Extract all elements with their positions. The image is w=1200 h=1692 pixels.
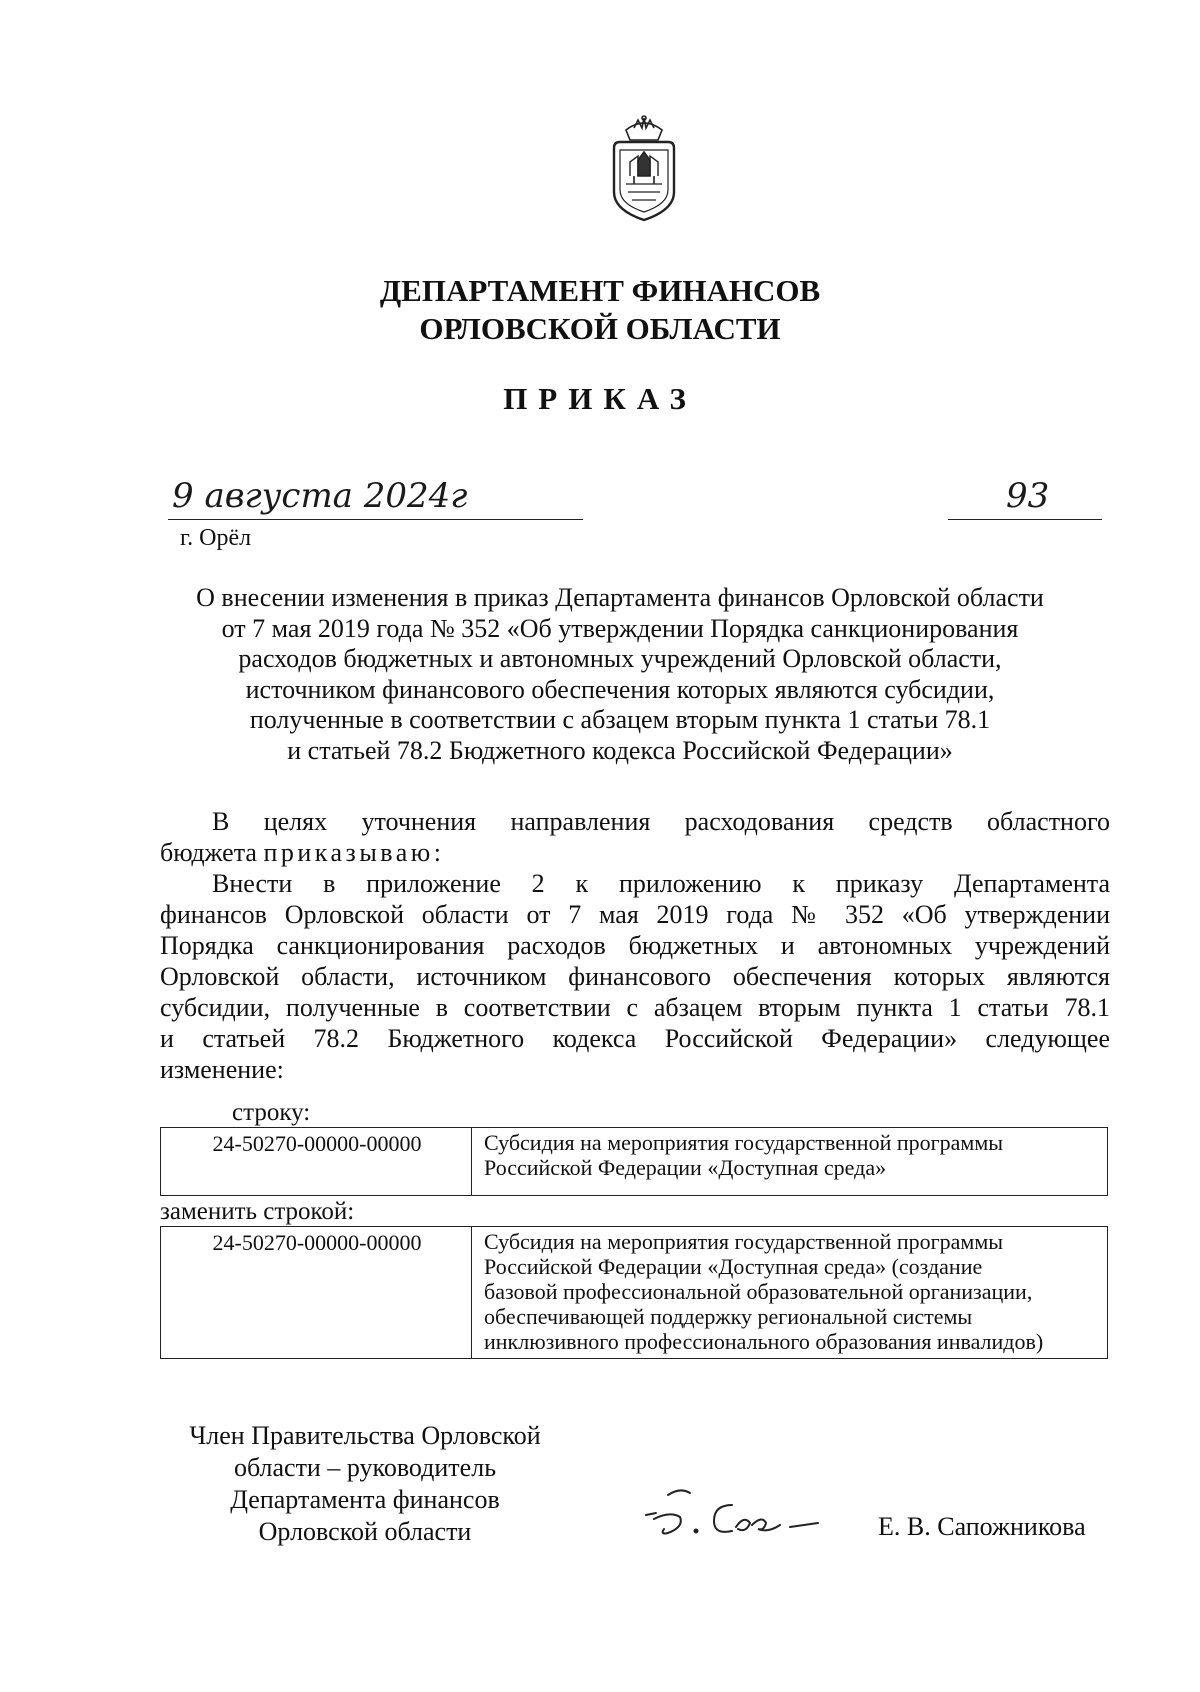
new-row-table [160,1226,1108,1359]
paragraph-line: Внести в приложение 2 к приложению к приказу Департамента [212,869,1110,898]
paragraph-line: субсидии, полученные в соответствии с абзацем вторым пункта 1 статьи 78.1 [160,993,1110,1022]
budget-code-cell: 24-50270-00000-00000 [161,1128,472,1196]
signer-name: Е. В. Сапожникова [878,1512,1086,1541]
title-line: О внесении изменения в приказ Департамента финансов Орловской области [196,583,1044,612]
department-name-line1: ДЕПАРТАМЕНТ ФИНАНСОВ [379,273,821,308]
title-line: расходов бюджетных и автономных учреждений Орловской области, [238,644,1002,673]
paragraph-line: изменение: [160,1055,284,1084]
description-line: Субсидия на мероприятия государственной программы [484,1130,1004,1155]
date-underline [168,519,583,520]
title-line: и статьей 78.2 Бюджетного кодекса Российской Федерации» [287,735,953,765]
description-line: Российской Федерации «Доступная среда» [484,1155,887,1180]
position-line: Орловской области [258,1517,472,1546]
paragraph-text: бюджета [160,838,264,867]
description-line: Субсидия на мероприятия государственной программы [484,1229,1004,1254]
description-line: Российской Федерации «Доступная среда» (создание [484,1254,983,1279]
department-name-line2: ОРЛОВСКОЙ ОБЛАСТИ [419,311,781,346]
document-type-title: ПРИКАЗ [503,381,697,416]
description-cell [472,1128,1108,1196]
table-row [161,1227,1108,1359]
description-cell [472,1227,1108,1359]
paragraph-line: Орловской области, источником финансового обеспечения которых являются [160,962,1110,991]
description-line: обеспечивающей поддержку региональной системы [484,1304,973,1329]
position-line: области – руководитель [233,1453,497,1482]
description-line: базовой профессиональной образовательной организации, [484,1279,1033,1304]
paragraph-line [160,837,1110,868]
handwritten-order-number: 93 [1006,476,1050,516]
table-row [161,1128,1108,1196]
paragraph-line: Порядка санкционирования расходов бюджетных и автономных учреждений [160,931,1110,960]
position-line: Член Правительства Орловской [189,1421,541,1450]
coat-of-arms-emblem [604,114,684,224]
title-line: полученные в соответствии с абзацем вторым пункта 1 статьи 78.1 [249,705,991,734]
handwritten-signature [640,1475,825,1545]
budget-code-cell: 24-50270-00000-00000 [161,1227,472,1359]
handwritten-date: 9 августа 2024г [172,476,468,516]
number-underline [948,519,1102,520]
paragraph-line: и статьей 78.2 Бюджетного кодекса Российской Федерации» следующее [160,1024,1110,1053]
replace-label: заменить строкой: [160,1198,355,1225]
title-line: источником финансового обеспечения которых являются субсидии, [245,674,995,704]
title-line: от 7 мая 2019 года № 352 «Об утверждении Порядка санкционирования [221,613,1019,643]
signatory-position [150,1420,580,1548]
row-label: строку: [232,1099,311,1126]
description-line: инклюзивного профессионального образования инвалидов) [484,1329,1044,1354]
city-label: г. Орёл [180,525,252,551]
amendment-paragraph [160,868,1110,1085]
old-row-table [160,1127,1108,1196]
order-title [150,583,1090,766]
paragraph-line: финансов Орловской области от 7 мая 2019 года № 352 «Об утверждении [160,900,1110,929]
order-keyword: приказываю: [263,838,445,867]
paragraph-line: В целях уточнения направления расходования средств областного [212,807,1110,836]
position-line: Департамента финансов [230,1485,500,1514]
preamble-paragraph [160,806,1110,868]
